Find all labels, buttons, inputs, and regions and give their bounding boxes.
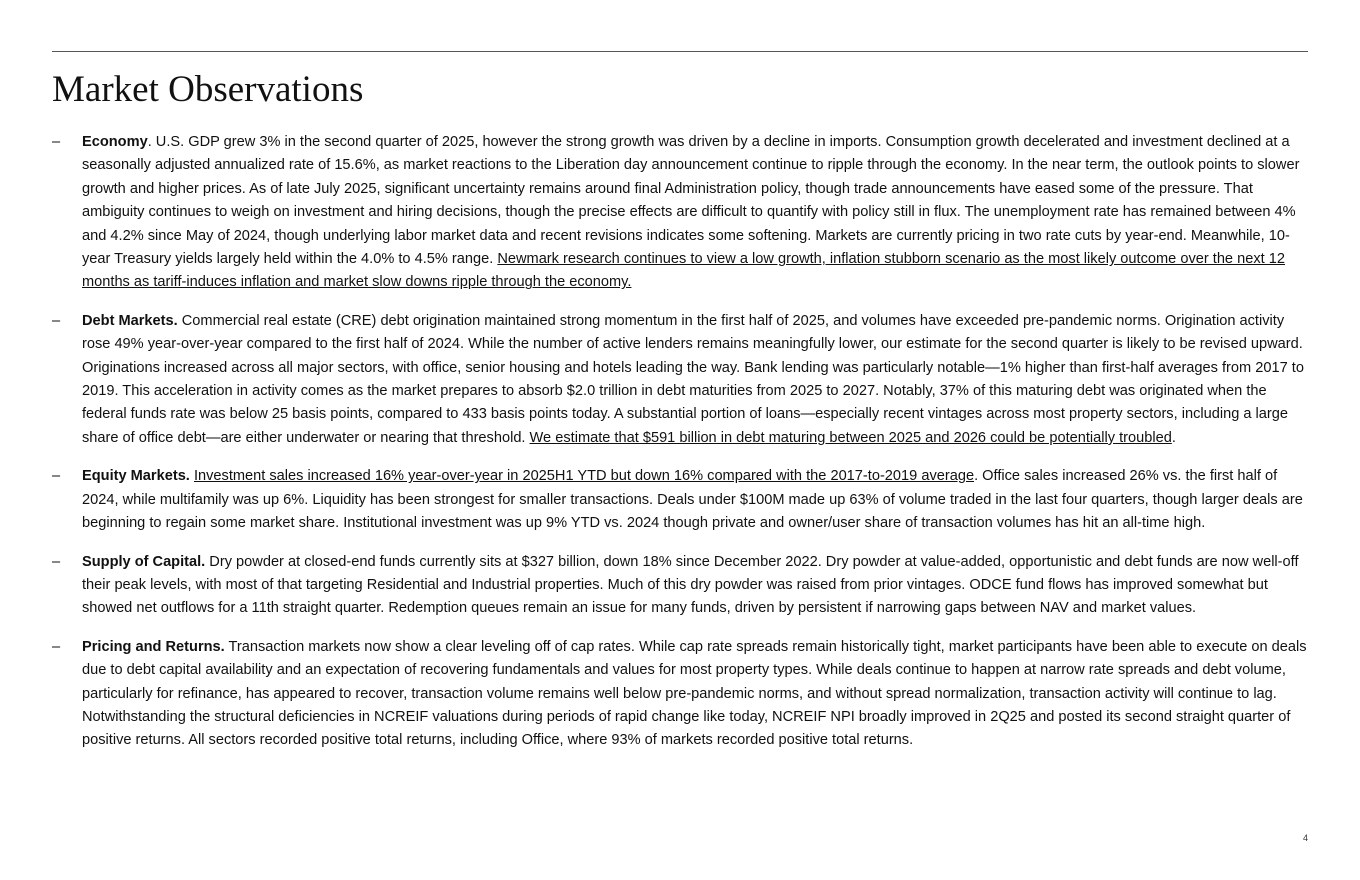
bullet-dash: – (52, 638, 61, 655)
page-number: 4 (1302, 833, 1308, 843)
observation-text: Commercial real estate (CRE) debt origination maintained strong momentum in the first half of 2025, and volumes have exceeded pre-pandemic norms. Origination activity rose 49% year-over-year compared to the first half of 2024. While the number of active lenders remains meaningfully lower, our estimate for the second quarter is likely to be revised upward. Originations increased across all major sectors, with office, senior housing and hotels leading the way. Bank lending was particularly notable—1% higher than first-half averages from 2017 to 2019. This acceleration in activity comes as the market prepares to absorb $2.0 trillion in debt maturities from 2025 to 2027. Notably, 37% of this maturing debt was originated when the federal funds rate was below 25 basis points, compared to 433 basis points today. A substantial portion of loans—especially recent vintages across most property sectors, including a large share of office debt—are either underwater or nearing that threshold. (82, 312, 1304, 446)
observation-text: Transaction markets now show a clear leveling off of cap rates. While cap rate spreads remain historically tight, market participants have been able to execute on deals due to debt capital availability and an expectation of recovering fundamentals and values for most property types. While deals continue to happen at narrow rate spreads and debt volume, particularly for refinance, has appeared to recover, transaction volume remains well below pre-pandemic norms, and without spread normalization, transaction activity will continue to lag. Notwithstanding the structural deficiencies in NCREIF valuations during periods of rapid change like today, NCREIF NPI broadly improved in 2Q25 and posted its second straight quarter of positive returns. All sectors recorded positive total returns, including Office, where 93% of markets recorded positive total returns. (82, 638, 1307, 749)
observation-label: Debt Markets. (82, 312, 178, 329)
observation-tail: . Office sales increased 26% vs. the first half of 2024, while multifamily was up 6%. Liquidity has been strongest for smaller transactions. Deals under $100M made up 63% of volume traded in the last four quarters, though larger deals are beginning to regain some market share. Institutional investment was up 9% YTD vs. 2024 though private and owner/user share of transaction volumes has hit an all-time high. (82, 468, 1303, 532)
observation-economy (52, 131, 1308, 295)
observation-label: Equity Markets. (82, 468, 190, 485)
observation-debt-markets (52, 310, 1308, 450)
observation-equity-markets (52, 465, 1308, 535)
observation-label: Economy (82, 134, 148, 150)
observation-supply-of-capital (52, 551, 1308, 621)
observation-highlight: Newmark research continues to view a low growth, inflation stubborn scenario as the most likely outcome over the next 12 months as tariff-induces inflation and market slow downs ripple through the economy. (82, 251, 1285, 291)
bullet-dash: – (52, 553, 61, 570)
bullet-dash: – (52, 312, 61, 329)
bullet-dash: – (52, 468, 61, 485)
observation-tail: . (1171, 429, 1176, 446)
observation-highlight: Investment sales increased 16% year-over-year in 2025H1 YTD but down 16% compared with the 2017-to-2019 average (193, 468, 975, 485)
observation-text: . U.S. GDP grew 3% in the second quarter of 2025, however the strong growth was driven by a decline in imports. Consumption growth decelerated and investment declined at a seasonally adjusted annualized rate of 15.6%, as market reactions to the Liberation day announcement continue to ripple through the economy. In the near term, the outlook points to slower growth and higher prices. As of late July 2025, significant uncertainty remains around final Administration policy, though trade announcements have eased some of the pressure. That ambiguity continues to weigh on investment and hiring decisions, though the precise effects are difficult to quantify with policy still in flux. The unemployment rate has remained between 4% and 4.2% since May of 2024, though underlying labor market data and recent revisions indicates some softening. Markets are currently pricing in two rate cuts by year-end. Meanwhile, 10-year Treasury yields largely held within the 4.0% to 4.5% range. (82, 134, 1300, 268)
observation-highlight: We estimate that $591 billion in debt maturing between 2025 and 2026 could be potentially troubled (529, 429, 1172, 446)
observation-pricing-and-returns (52, 636, 1308, 753)
bullet-dash: – (52, 134, 61, 150)
observation-label: Supply of Capital. (82, 553, 206, 570)
observation-label: Pricing and Returns. (82, 638, 225, 655)
header-divider (52, 51, 1308, 52)
observations-list (52, 131, 1308, 768)
observation-text: Dry powder at closed-end funds currently sits at $327 billion, down 18% since December 2022. Dry powder at value-added, opportunistic and debt funds are now well-off their peak levels, with most of that targeting Residential and Industrial properties. Much of this dry powder was raised from prior vintages. ODCE fund flows has improved somewhat but showed net outflows for a 11th straight quarter. Redemption queues remain an issue for many funds, driven by persistent if narrowing gaps between NAV and market values. (82, 553, 1299, 617)
page-title: Market Observations (52, 69, 364, 110)
